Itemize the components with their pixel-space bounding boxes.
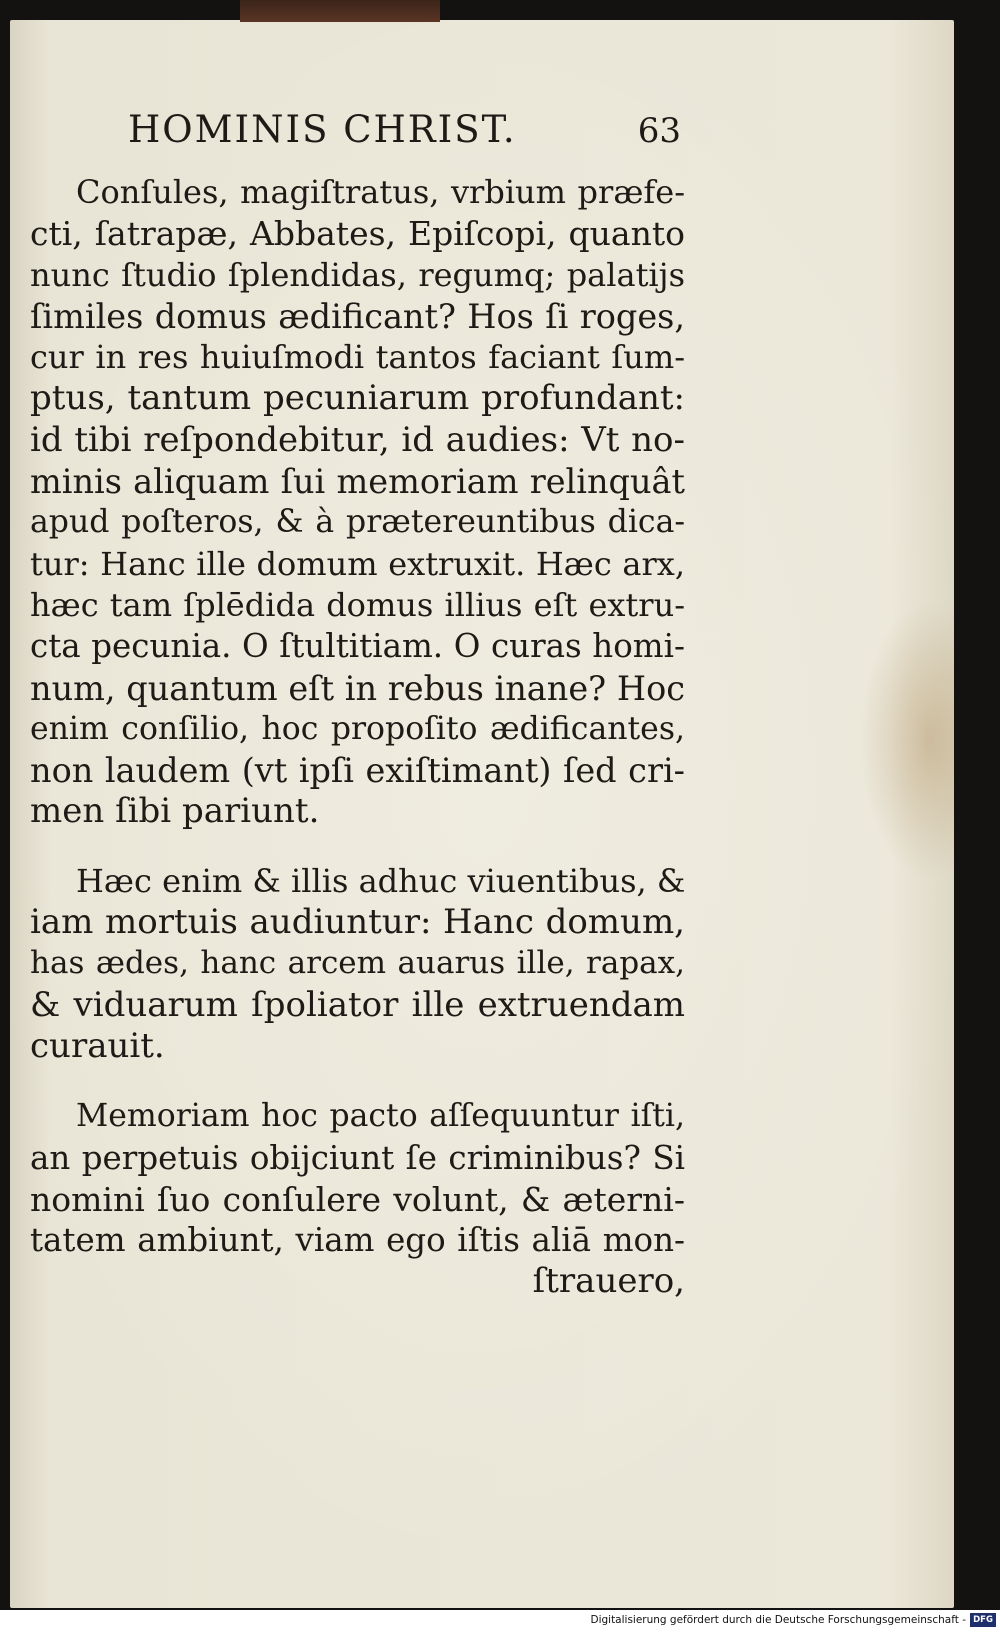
text-line: Memoriam hoc pacto aſſequuntur iſti, [76,1098,685,1135]
text-line: men ſibi pariunt. [30,791,320,832]
dfg-logo: DFG [970,1613,996,1627]
binding-edge [240,0,440,22]
text-line: Hæc enim & illis adhuc viuentibus, & [76,861,686,900]
text-line: cur in res huiuſmodi tantos faciant ſum- [30,338,685,377]
text-line: minis aliquam ſui memoriam relinquât [30,462,685,502]
text-line: iam mortuis audiuntur: Hanc domum, [30,902,685,943]
text-line: id tibi reſpondebitur, id audies: Vt no- [30,419,685,460]
book-page [10,20,954,1608]
text-line: non laudem (vt ipſi exiſtimant) ſed cri- [30,751,685,791]
text-line: nomini ſuo conſulere volunt, & æterni- [30,1179,685,1219]
text-line: Conſules, magiſtratus, vrbium præfe- [76,173,685,211]
footer-credit: Digitalisierung gefördert durch die Deutsche Forschungsgemeinschaft - [590,1614,966,1626]
text-line: hæc tam ſplēdida domus illius eſt extru- [30,585,685,624]
text-block [30,108,685,1303]
text-line: ptus, tantum pecuniarum profundant: [30,378,685,419]
text-line: cti, ſatrapæ, Abbates, Epiſcopi, quanto [30,214,685,254]
text-line: nunc ſtudio ſplendidas, regumq; palatijs [30,255,685,294]
text-line: & viduarum ſpoliator ille extruendam [30,984,685,1025]
text-line: curauit. [30,1025,165,1066]
catchword: ſtrauero, [532,1261,685,1302]
text-line: ſimiles domus ædificant? Hos ſi roges, [30,296,685,336]
paragraph [30,172,685,833]
text-line: num, quantum eſt in rebus inane? Hoc [30,668,685,708]
text-line: apud poſteros, & à prætereuntibus dica- [30,504,685,541]
page-number: 63 [637,111,681,151]
text-line: tatem ambiunt, viam ego iſtis aliā mon- [30,1221,685,1260]
text-line: has ædes, hanc arcem auarus ille, rapax, [30,945,685,982]
running-head [30,108,685,172]
paragraph [30,861,685,1067]
running-head-title: HOMINIS CHRIST. [128,108,517,151]
text-line: tur: Hanc ille domum extruxit. Hæc arx, [30,544,685,583]
paragraph [30,1096,685,1302]
text-line: enim conſilio, hoc propoſito ædificantes, [30,710,685,747]
text-line: an perpetuis obijciunt ſe criminibus? Si [30,1138,685,1177]
text-line: cta pecunia. O ſtultitiam. O curas homi- [30,627,685,666]
